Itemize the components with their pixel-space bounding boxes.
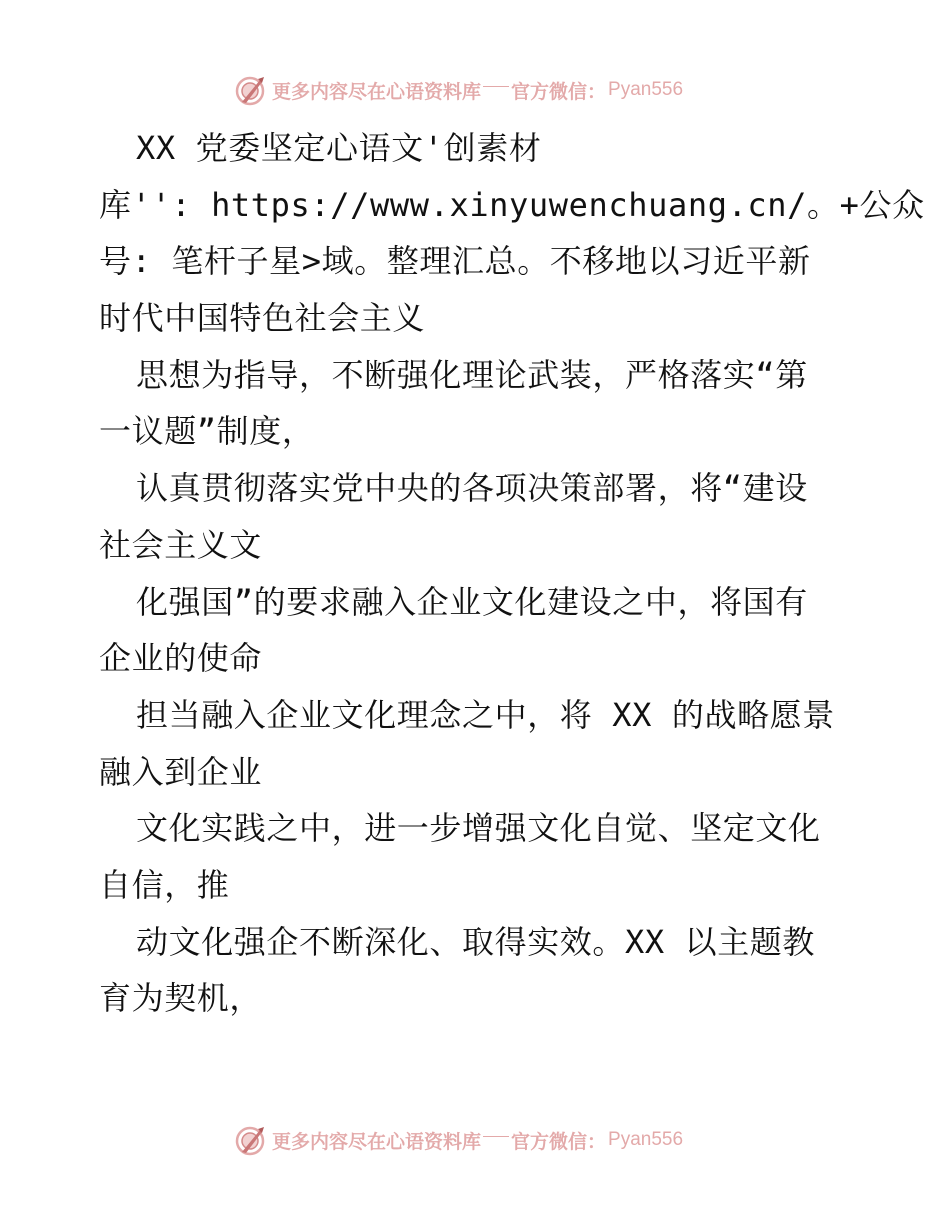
paragraph-line: 时代中国特色社会主义	[99, 299, 426, 338]
paragraph-line: 担当融入企业文化理念之中，将 XX 的战略愿景	[136, 695, 835, 734]
paragraph-line: 号: 笔杆子星>域。整理汇总。不移地以习近平新	[99, 242, 811, 281]
body-text	[99, 120, 925, 1027]
paragraph-line: 自信，推	[99, 865, 230, 904]
header-wechat-label: 官方微信：	[511, 80, 607, 103]
footer-main-text: 更多内容尽在心语资料库	[272, 1130, 482, 1153]
footer-dash-divider	[483, 1136, 509, 1137]
header-dash-divider	[483, 86, 509, 87]
footer-wechat-id: Pyan556	[608, 1129, 684, 1150]
paragraph-line: 动文化强企不断深化、取得实效。XX 以主题教	[136, 922, 815, 961]
paragraph-line: 一议题”制度，	[99, 412, 315, 451]
paragraph-line: 文化实践之中，进一步增强文化自觉、坚定文化	[136, 809, 821, 848]
footer-banner	[234, 1120, 683, 1160]
paragraph-line: 社会主义文	[99, 525, 263, 564]
paragraph-line: 融入到企业	[99, 752, 263, 791]
header-banner	[234, 70, 683, 110]
header-wechat-id: Pyan556	[608, 79, 684, 100]
paragraph-line: 育为契机，	[99, 979, 263, 1018]
paragraph-line: XX 党委坚定心语文'创素材	[136, 129, 542, 167]
paragraph-line: 认真贯彻落实党中央的各项决策部署，将“建设	[136, 469, 808, 508]
header-main-text: 更多内容尽在心语资料库	[272, 80, 482, 103]
paragraph-line: 化强国”的要求融入企业文化建设之中，将国有	[136, 582, 808, 621]
paragraph-line: 库'': https://www.xinyuwenchuang.cn/。+公众	[99, 185, 925, 224]
quill-logo-icon	[234, 1124, 266, 1156]
quill-logo-icon	[234, 74, 266, 106]
paragraph-line: 思想为指导，不断强化理论武装，严格落实“第	[136, 355, 808, 394]
paragraph-line: 企业的使命	[99, 639, 263, 678]
footer-wechat-label: 官方微信：	[511, 1130, 607, 1153]
